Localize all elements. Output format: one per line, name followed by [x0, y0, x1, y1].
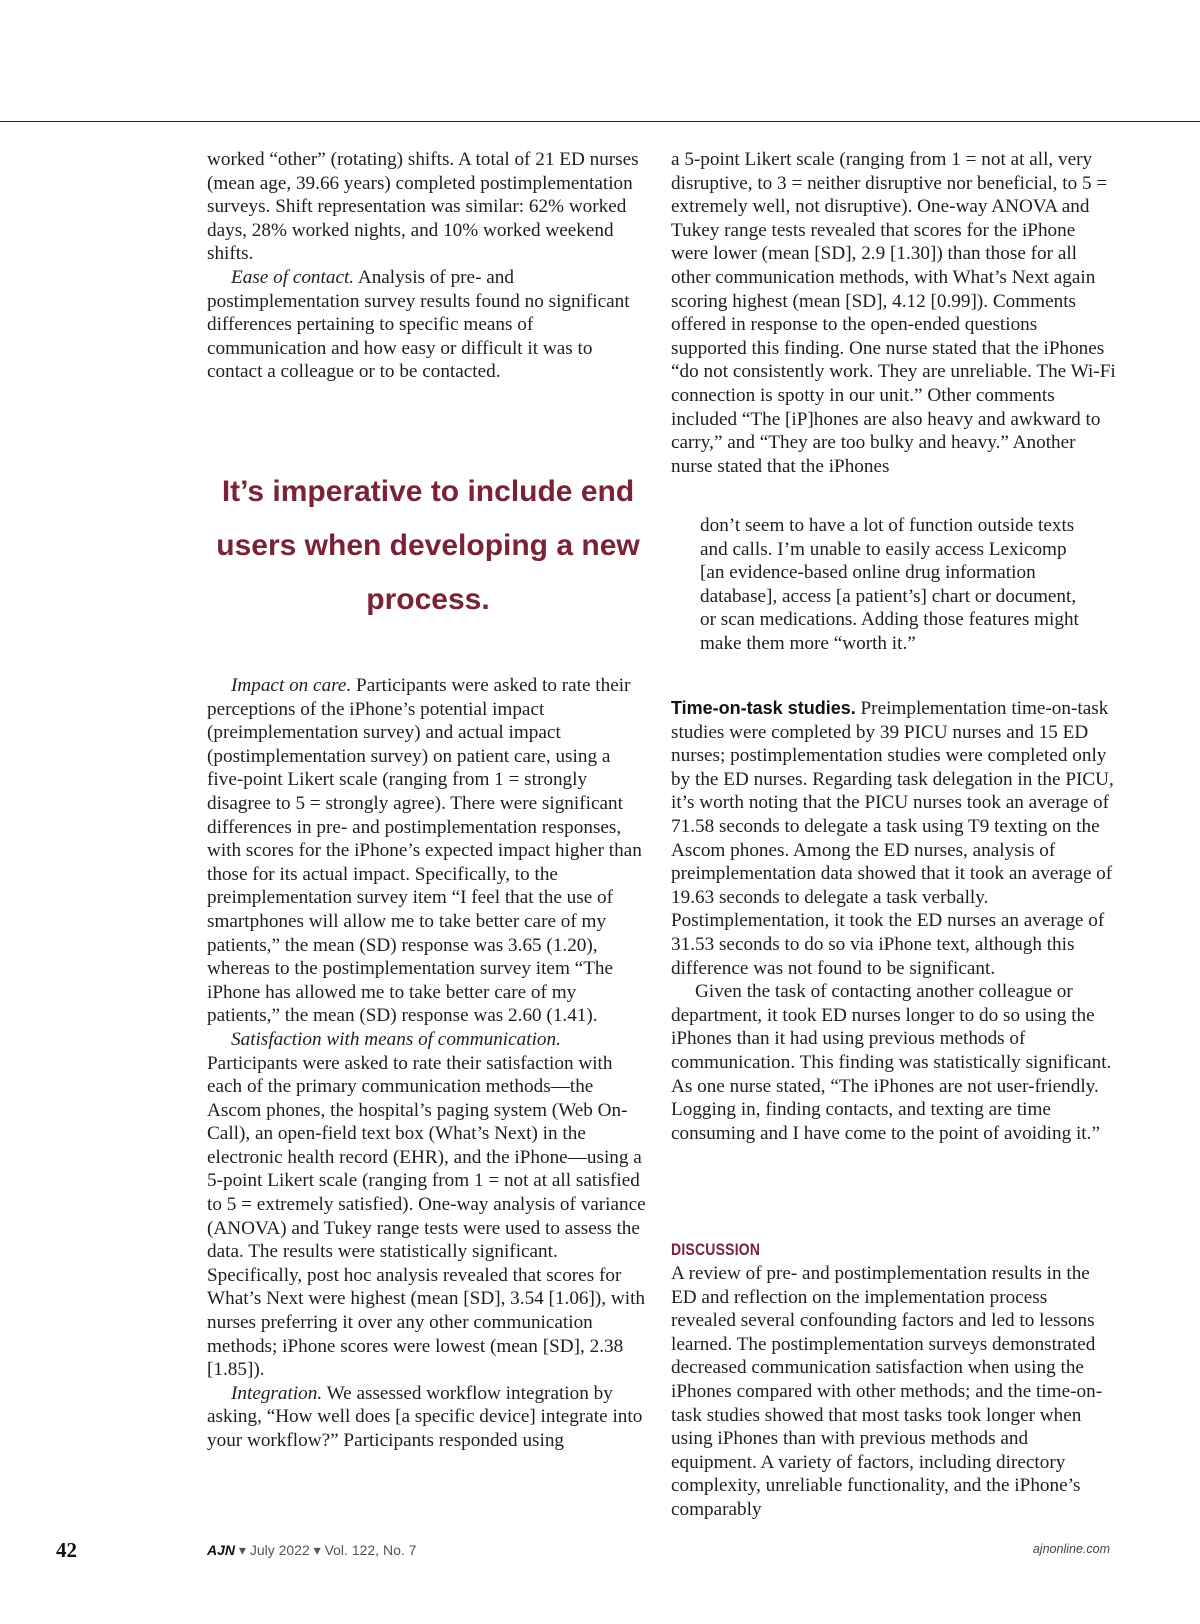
block-quote	[700, 514, 1090, 656]
left-column-bottom	[207, 674, 649, 1453]
paragraph-discussion: A review of pre- and postimplementation results in the ED and reflection on the implementation process revealed several confounding factors and led to lessons learned. The postimplementation surveys demonstrated decreased communication satisfaction when using the iPhones compared with other methods; and the time-on-task studies showed that most tasks took longer when using iPhones than with previous methods and equipment. A variety of factors, including directory complexity, unreliable functionality, and the iPhone’s comparably	[671, 1263, 1103, 1520]
right-column-discussion	[671, 1262, 1116, 1522]
paragraph-likert-integration: a 5-point Likert scale (ranging from 1 = not at all, very disruptive, to 3 = neither disruptive nor beneficial, to 5 = extremely well, not disruptive). One-way ANOVA and Tukey range tests revealed that scores for the iPhone were lower (mean [SD], 2.9 [1.30]) than those for all other communication methods, with What’s Next again scoring highest (mean [SD], 4.12 [0.99]). Comments offered in response to the open-ended questions supported this finding. One nurse stated that the iPhones “do not consistently work. They are unreliable. The Wi-Fi connection is spotty in our unit.” Other comments included “The [iP]hones are also heavy and awkward to carry,” and “They are too bulky and heavy.” Another nurse stated that the iPhones	[671, 149, 1116, 477]
issue-date: July 2022	[249, 1542, 310, 1558]
paragraph-impact-on-care	[207, 674, 649, 1028]
discussion-heading: DISCUSSION	[671, 1240, 761, 1259]
left-column-top	[207, 148, 649, 384]
impact-heading: Impact on care.	[231, 675, 352, 696]
satisfaction-heading: Satisfaction with means of communication.	[231, 1028, 561, 1050]
time-on-task-text: Preimplementation time-on-task studies were completed by 39 PICU nurses and 15 ED nurses; postimplementation studies were completed only by the ED nurses. Regarding task delegation in the PICU, it’s worth noting that the PICU nurses took an average of 71.58 seconds to delegate a task using T9 texting on the Ascom phones. Among the ED nurses, analysis of preimplementation data showed that it took an average of 19.63 seconds to delegate a task verbally. Postimplementation, it took the ED nurses an average of 31.53 seconds to do so via iPhone text, although this difference was not found to be significant.	[671, 698, 1114, 979]
pull-quote: It’s imperative to include end users when developing a new process.	[216, 475, 640, 616]
separator-triangle-icon: ▾	[309, 1542, 325, 1558]
paragraph-integration	[207, 1382, 649, 1453]
satisfaction-text: Participants were asked to rate their satisfaction with each of the primary communication methods—the Ascom phones, the hospital’s paging system (Web On-Call), an open-field text box (What’s Next) in the electronic health record (EHR), and the iPhone—using a 5-point Likert scale (ranging from 1 = not at all satisfied to 5 = extremely satisfied). One-way analysis of variance (ANOVA) and Tukey range tests were used to assess the data. The results were statistically significant. Specifically, post hoc analysis revealed that scores for What’s Next were highest (mean [SD], 3.54 [1.06]), with nurses preferring it over any other communication methods; iPhone scores were lowest (mean [SD], 2.38 [1.85]).	[207, 1052, 646, 1381]
ease-heading: Ease of contact.	[231, 266, 355, 288]
right-column-top	[671, 148, 1116, 478]
time-on-task-heading: Time-on-task studies.	[671, 698, 856, 718]
journal-name: AJN	[207, 1542, 236, 1558]
integration-heading: Integration.	[231, 1382, 323, 1404]
paragraph-satisfaction	[207, 1028, 649, 1382]
paragraph-shift-representation: worked “other” (rotating) shifts. A total of 21 ED nurses (mean age, 39.66 years) completed postimplementation surveys. Shift representation was similar: 62% worked days, 28% worked nights, and 10% worked weekend shifts.	[207, 149, 639, 265]
website-link[interactable]: ajnonline.com	[1032, 1542, 1110, 1556]
paragraph-ease-of-contact	[207, 266, 649, 384]
journal-info	[207, 1542, 416, 1559]
paragraph-contacting-colleague: Given the task of contacting another colleague or department, it took ED nurses longer to do so using the iPhones than it had using previous methods of communication. This finding was statistically significant. As one nurse stated, “The iPhones are not user-friendly. Logging in, finding contacts, and texting are time consuming and I have come to the point of avoiding it.”	[671, 981, 1112, 1144]
volume-issue: Vol. 122, No. 7	[324, 1542, 417, 1558]
integration-text: We assessed workflow integration by asking, “How well does [a specific device] integrate into your workflow?” Participants responded using	[207, 1382, 643, 1451]
separator-triangle-icon: ▾	[235, 1542, 250, 1558]
right-column-middle	[671, 697, 1116, 1145]
block-quote-text: don’t seem to have a lot of function outside texts and calls. I’m unable to easily access Lexicomp [an evidence-based online drug information database], access [a patient’s] chart or document, or scan medications. Adding those features might make them more “worth it.”	[700, 515, 1079, 654]
paragraph-time-on-task	[671, 697, 1116, 980]
header-rule	[0, 121, 1200, 122]
page-number: 42	[56, 1538, 77, 1562]
ease-text: Analysis of pre- and postimplementation survey results found no significant differences pertaining to specific means of communication and how easy or difficult it was to contact a colleague or to be contacted.	[207, 266, 630, 383]
impact-text: Participants were asked to rate their perceptions of the iPhone’s potential impact (preimplementation survey) and actual impact (postimplementation survey) on patient care, using a five-point Likert scale (ranging from 1 = strongly disagree to 5 = strongly agree). There were significant differences in pre- and postimplementation responses, with scores for the iPhone’s expected impact higher than those for its actual impact. Specifically, to the preimplementation survey item “I feel that the use of smartphones will allow me to take better care of my patients,” the mean (SD) response was 3.65 (1.20), whereas to the postimplementation survey item “The iPhone has allowed me to take better care of my patients,” the mean (SD) response was 2.60 (1.41).	[207, 675, 642, 1027]
